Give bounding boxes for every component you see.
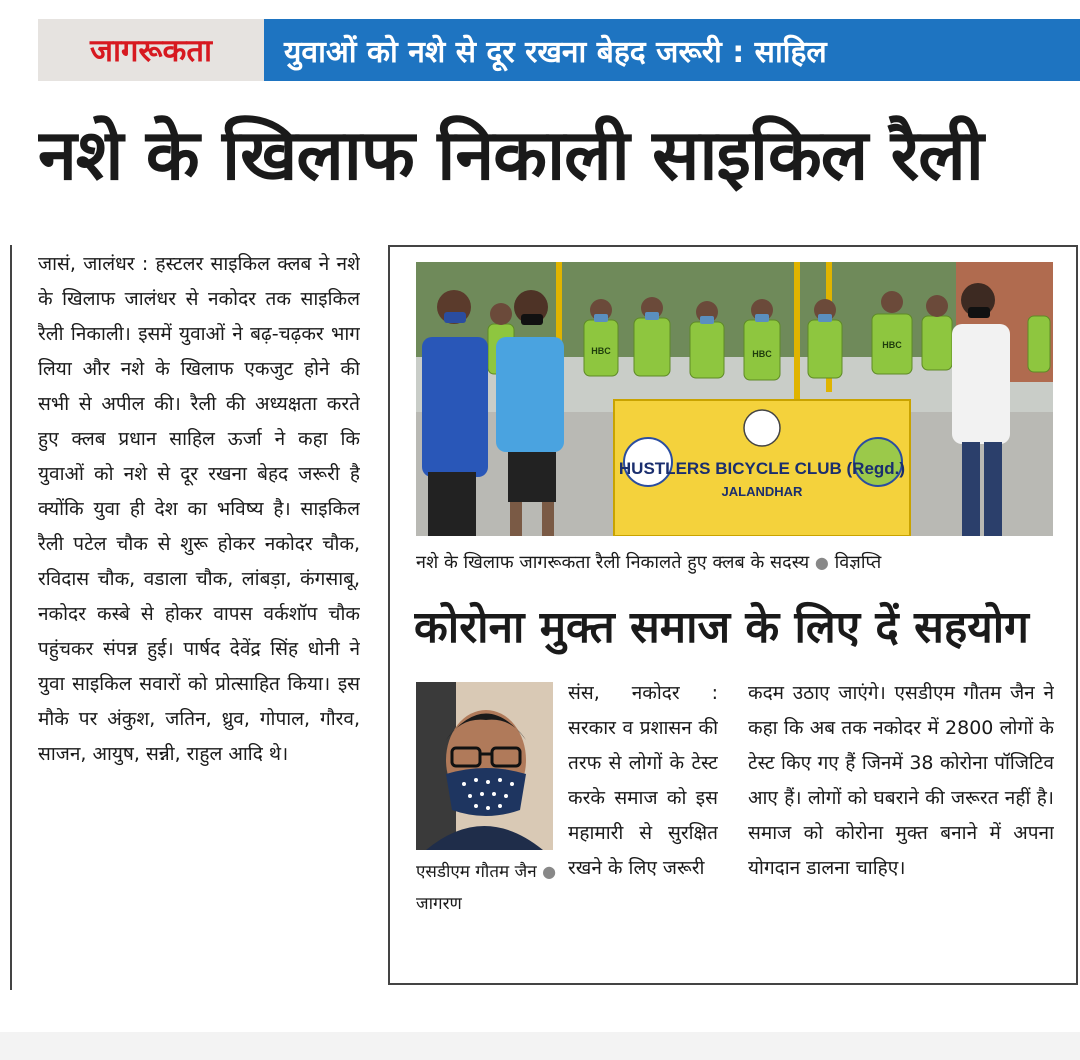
kicker-label: जागरूकता: [38, 19, 264, 81]
bullet-icon: ●: [814, 553, 829, 572]
section-header: [38, 19, 1080, 81]
main-story-body: जासं, जालंधर : हस्टलर साइकिल क्लब ने नशे के खिलाफ जालंधर से नकोदर तक साइकिल रैली निकाली। इसमें युवाओं ने बढ़-चढ़कर भाग लिया और नशे के खिलाफ एकजुट होने की सभी से अपील की। रैली की अध्यक्षता करते हुए क्लब प्रधान साहिल ऊर्जा ने कहा कि युवाओं को नशे से दूर रखना बेहद जरूरी है क्योंकि युवा ही देश का भविष्य है। साइकिल रैली पटेल चौक से शुरू होकर नकोदर चौक, रविदास चौक, वडाला चौक, लांबड़ा, कंगसाबू, नकोदर कस्बे से होकर वापस वर्कशॉप चौक पहुंचकर संपन्न हुई। पार्षद देवेंद्र सिंह धोनी ने युवा साइकिल सवारों को प्रोत्साहित किया। इस मौके पर अंकुश, जतिन, ध्रुव, गोपाल, गौरव, साजन, आयुष, सन्नी, राहुल आदि थे।: [38, 253, 360, 765]
rally-photo-illustration: [416, 262, 1053, 536]
photo-caption: [416, 546, 1056, 580]
bullet-icon: ●: [542, 862, 557, 881]
second-headline: कोरोना मुक्त समाज के लिए दें सहयोग: [414, 602, 1029, 653]
second-story-column-1: संस, नकोदर : सरकार व प्रशासन की तरफ से लोगों के टेस्ट करके समाज को इस महामारी से सुरक्षित रखने के लिए जरूरी: [568, 682, 718, 879]
bottom-margin: [0, 1032, 1080, 1060]
portrait-caption-text: एसडीएम गौतम जैन: [416, 862, 537, 882]
vest-label: HBC: [591, 346, 611, 356]
column-rule: [10, 245, 12, 990]
portrait-illustration: [416, 682, 553, 850]
portrait-caption: [416, 856, 566, 956]
photo-credit: विज्ञप्ति: [834, 552, 882, 573]
rally-photo: [416, 262, 1053, 536]
second-story-column-2: कदम उठाए जाएंगे। एसडीएम गौतम जैन ने कहा कि अब तक नकोदर में 2800 लोगों के टेस्ट किए गए हैं जिनमें 38 कोरोना पॉजिटिव आए हैं। लोगों को घबराने की जरूरत नहीं है। समाज को कोरोना मुक्त बनाने में अपना योगदान डालना चाहिए।: [748, 682, 1054, 879]
portrait-photo: [416, 682, 553, 850]
portrait-credit: जागरण: [416, 894, 462, 914]
strap-line: युवाओं को नशे से दूर रखना बेहद जरूरी : साहिल: [264, 19, 1080, 81]
banner-city: JALANDHAR: [721, 484, 803, 499]
photo-caption-text: नशे के खिलाफ जागरूकता रैली निकालते हुए क्लब के सदस्य: [416, 552, 810, 573]
vest-label: HBC: [752, 349, 772, 359]
main-headline: नशे के खिलाफ निकाली साइकिल रैली: [38, 114, 983, 196]
vest-label: HBC: [882, 340, 902, 350]
banner-club-name: HUSTLERS BICYCLE CLUB (Regd.): [618, 459, 906, 478]
